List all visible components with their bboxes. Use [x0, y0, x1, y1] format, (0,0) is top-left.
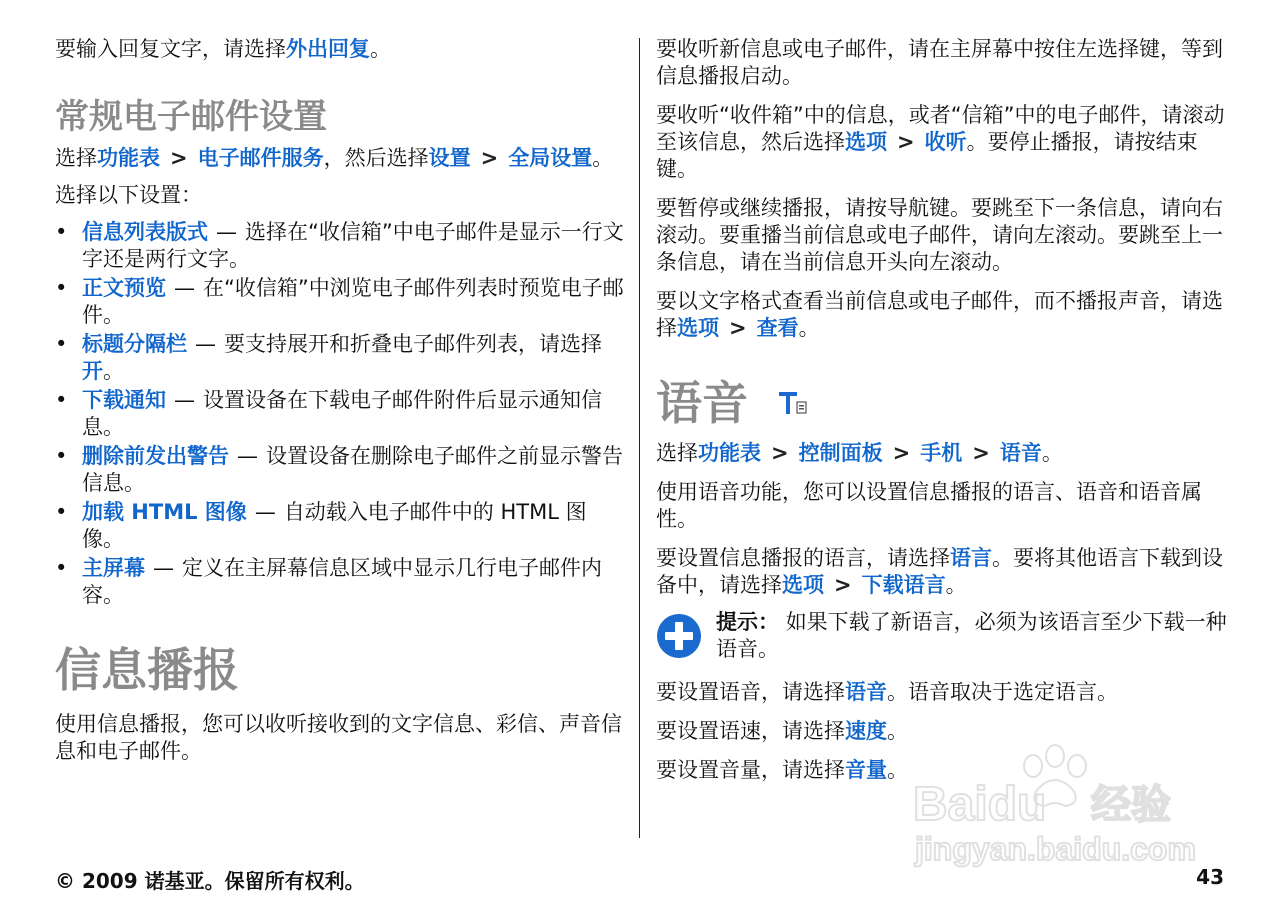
text-to-speech-icon: [775, 386, 807, 420]
link-voice-setting[interactable]: 语音: [845, 680, 887, 704]
voice-intro-paragraph: 使用语音功能，您可以设置信息播报的语言、语音和语音属性。: [656, 480, 1202, 531]
email-settings-path: 选择功能表 > 电子邮件服务，然后选择设置 > 全局设置。: [55, 146, 614, 170]
link-view[interactable]: 查看: [756, 316, 799, 340]
list-item: • 下载通知 — 设置设备在下载电子邮件附件后显示通知信息。: [55, 387, 625, 441]
choose-settings-label: 选择以下设置：: [55, 183, 202, 207]
term-download-notice[interactable]: 下载通知: [82, 388, 166, 412]
link-email-service[interactable]: 电子邮件服务: [197, 146, 324, 170]
term-message-list-layout[interactable]: 信息列表版式: [82, 220, 208, 244]
list-item: • 正文预览 — 在“收信箱”中浏览电子邮件列表时预览电子邮件。: [55, 275, 625, 329]
link-speed[interactable]: 速度: [845, 719, 887, 743]
link-on[interactable]: 开: [82, 359, 103, 383]
tip-box: [656, 609, 1232, 663]
link-volume[interactable]: 音量: [845, 758, 887, 782]
term-delete-warning[interactable]: 删除前发出警告: [82, 444, 229, 468]
listen-inbox-paragraph: 要收听“收件箱”中的信息，或者“信箱”中的电子邮件，请滚动至该信息，然后选择选项 > 收听。要停止播报，请按结束键。: [656, 103, 1225, 181]
plus-circle-icon: [656, 613, 702, 659]
term-title-separator[interactable]: 标题分隔栏: [82, 332, 187, 356]
pause-paragraph: 要暂停或继续播报，请按导航键。要跳至下一条信息，请向右滚动。要重播当前信息或电子邮件，请向左滚动。要跳至上一条信息，请在当前信息开头向左滚动。: [656, 196, 1223, 274]
tip-text: 提示： 如果下载了新语言，必须为该语言至少下载一种语音。: [716, 610, 1227, 661]
link-global-settings[interactable]: 全局设置: [508, 146, 593, 170]
link-language[interactable]: 语言: [950, 546, 992, 570]
watermark-brand: Baidu: [913, 778, 1047, 831]
baidu-watermark: [905, 738, 1205, 868]
heading-message-broadcast: 信息播报: [55, 643, 239, 697]
page-number: 43: [1196, 865, 1224, 889]
list-item: • 加载 HTML 图像 — 自动载入电子邮件中的 HTML 图像。: [55, 499, 625, 553]
term-body-preview[interactable]: 正文预览: [82, 276, 166, 300]
heading-voice: 语音: [656, 376, 748, 430]
link-control-panel[interactable]: 控制面板: [798, 441, 883, 465]
link-menu[interactable]: 功能表: [698, 441, 761, 465]
column-divider: [639, 38, 640, 838]
list-item: • 标题分隔栏 — 要支持展开和折叠电子邮件列表，请选择开。: [55, 331, 625, 385]
link-options[interactable]: 选项: [677, 316, 719, 340]
voice-path: 选择功能表 > 控制面板 > 手机 > 语音。: [656, 441, 1063, 465]
watermark-cn: 经验: [1091, 783, 1171, 827]
link-voice[interactable]: 语音: [999, 441, 1042, 465]
copyright-footer: © 2009 诺基亚。保留所有权利。: [55, 869, 365, 893]
link-phone[interactable]: 手机: [920, 441, 963, 465]
reply-text-paragraph: 要输入回复文字，请选择外出回复。: [55, 37, 391, 61]
list-item: • 信息列表版式 — 选择在“收信箱”中电子邮件是显示一行文字还是两行文字。: [55, 219, 625, 273]
watermark-url: jingyan.baidu.com: [915, 831, 1196, 867]
tip-label: 提示：: [716, 610, 779, 634]
link-download-language[interactable]: 下载语言: [861, 573, 946, 597]
voice-heading-row: [656, 376, 1232, 430]
list-item: • 主屏幕 — 定义在主屏幕信息区域中显示几行电子邮件内容。: [55, 555, 625, 609]
link-settings[interactable]: 设置: [428, 146, 471, 170]
view-text-paragraph: 要以文字格式查看当前信息或电子邮件，而不播报声音，请选择选项 > 查看。: [656, 289, 1223, 340]
term-load-html-images[interactable]: 加载 HTML 图像: [82, 500, 247, 524]
left-column: [55, 36, 625, 765]
link-options[interactable]: 选项: [782, 573, 824, 597]
link-options[interactable]: 选项: [845, 130, 887, 154]
term-home-screen[interactable]: 主屏幕: [82, 556, 145, 580]
settings-list: [55, 219, 625, 609]
link-out-of-office-reply[interactable]: 外出回复: [286, 37, 370, 61]
set-speed-paragraph: 要设置语速，请选择速度。: [656, 719, 908, 743]
listen-new-paragraph: 要收听新信息或电子邮件，请在主屏幕中按住左选择键，等到信息播报启动。: [656, 37, 1223, 88]
set-voice-paragraph: 要设置语音，请选择语音。语音取决于选定语言。: [656, 680, 1118, 704]
link-menu[interactable]: 功能表: [97, 146, 160, 170]
broadcast-paragraph: 使用信息播报，您可以收听接收到的文字信息、彩信、声音信息和电子邮件。: [55, 712, 622, 763]
link-listen[interactable]: 收听: [924, 130, 967, 154]
set-volume-paragraph: 要设置音量，请选择音量。: [656, 758, 908, 782]
language-paragraph: 要设置信息播报的语言，请选择语言。要将其他语言下载到设备中，请选择选项 > 下载语言。: [656, 546, 1223, 597]
list-item: • 删除前发出警告 — 设置设备在删除电子邮件之前显示警告信息。: [55, 443, 625, 497]
right-column: [656, 36, 1232, 784]
heading-email-settings: 常规电子邮件设置: [55, 97, 327, 137]
